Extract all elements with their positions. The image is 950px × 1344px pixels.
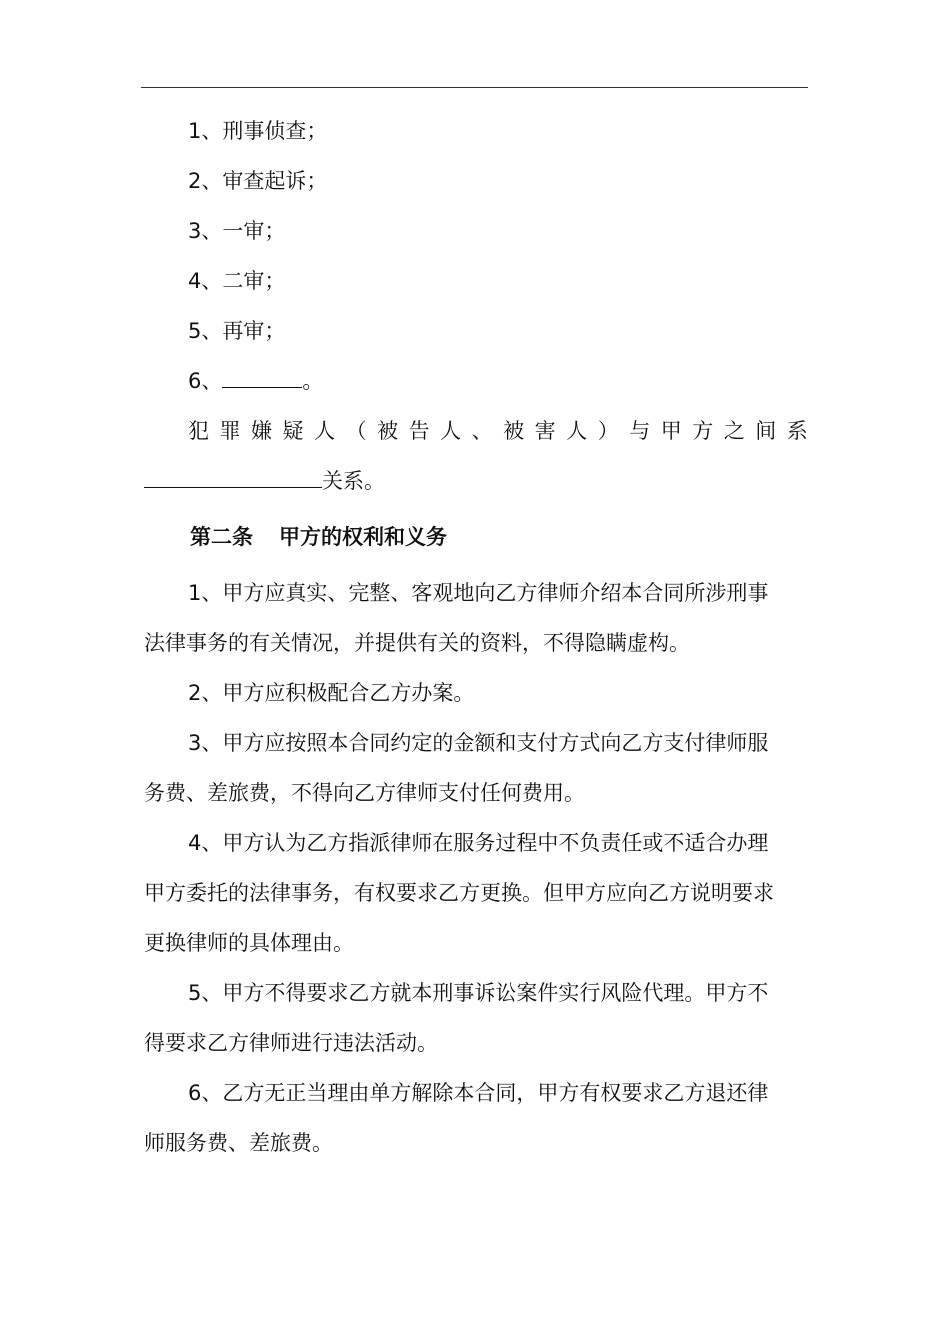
stage-item: 5、再审；	[188, 319, 286, 343]
paragraph-line: 更换律师的具体理由。	[144, 931, 354, 955]
stage-item: 2、审查起诉；	[188, 169, 328, 193]
stage-item: 1、刑事侦查；	[188, 119, 328, 143]
paragraph-line: 3、甲方应按照本合同约定的金额和支付方式向乙方支付律师服	[188, 731, 769, 755]
section-title: 甲方的权利和义务	[279, 525, 447, 549]
relation-char: 人	[314, 419, 336, 443]
relation-char: 被	[503, 419, 525, 443]
relation-char: 甲	[660, 419, 682, 443]
section-number: 第二条	[190, 525, 253, 549]
relation-char: 之	[723, 419, 745, 443]
paragraph-line: 师服务费、差旅费。	[144, 1131, 333, 1155]
relation-char: 间	[755, 419, 777, 443]
header-rule	[141, 87, 808, 88]
section-heading	[144, 512, 808, 562]
relation-char: 人	[440, 419, 462, 443]
relation-char: 被	[377, 419, 399, 443]
relation-char: 告	[408, 419, 430, 443]
stage-item: 3、一审；	[188, 219, 286, 243]
relation-char: 罪	[219, 419, 241, 443]
relation-char: 害	[534, 419, 556, 443]
relation-char: 与	[629, 419, 651, 443]
relation-char: 方	[692, 419, 714, 443]
relation-char: 系	[786, 419, 808, 443]
stage-list	[144, 106, 808, 356]
relation-suffix: 关系。	[322, 469, 385, 493]
paragraph-line: 6、乙方无正当理由单方解除本合同，甲方有权要求乙方退还律	[188, 1081, 769, 1105]
paragraph-line: 务费、差旅费，不得向乙方律师支付任何费用。	[144, 781, 585, 805]
paragraph-line: 4、甲方认为乙方指派律师在服务过程中不负责任或不适合办理	[188, 831, 769, 855]
paragraph-line: 得要求乙方律师进行违法活动。	[144, 1031, 438, 1055]
paragraph-line: 2、甲方应积极配合乙方办案。	[188, 681, 475, 705]
section-paragraphs	[144, 568, 808, 1168]
stage-item: 4、二审；	[188, 269, 286, 293]
relation-char: 犯	[188, 419, 209, 443]
relation-char: ）	[597, 419, 619, 443]
paragraph-line: 5、甲方不得要求乙方就本刑事诉讼案件实行风险代理。甲方不	[188, 981, 769, 1005]
relation-line-2	[144, 456, 808, 506]
stage-other-prefix: 6、	[188, 369, 223, 393]
relation-blank[interactable]	[144, 459, 322, 488]
relation-char: （	[345, 419, 367, 443]
paragraph-line: 甲方委托的法律事务，有权要求乙方更换。但甲方应向乙方说明要求	[144, 881, 774, 905]
stage-item-other	[144, 356, 808, 406]
paragraph-line: 1、甲方应真实、完整、客观地向乙方律师介绍本合同所涉刑事	[188, 581, 769, 605]
relation-line	[144, 406, 808, 456]
relation-char: 人	[566, 419, 588, 443]
relation-char: 疑	[282, 419, 304, 443]
relation-char: 、	[471, 419, 493, 443]
paragraph-line: 法律事务的有关情况，并提供有关的资料，不得隐瞒虚构。	[144, 631, 690, 655]
fill-in-blank[interactable]	[222, 359, 302, 388]
relation-char: 嫌	[251, 419, 273, 443]
document-body	[144, 106, 808, 1168]
stage-other-suffix: 。	[302, 369, 324, 393]
